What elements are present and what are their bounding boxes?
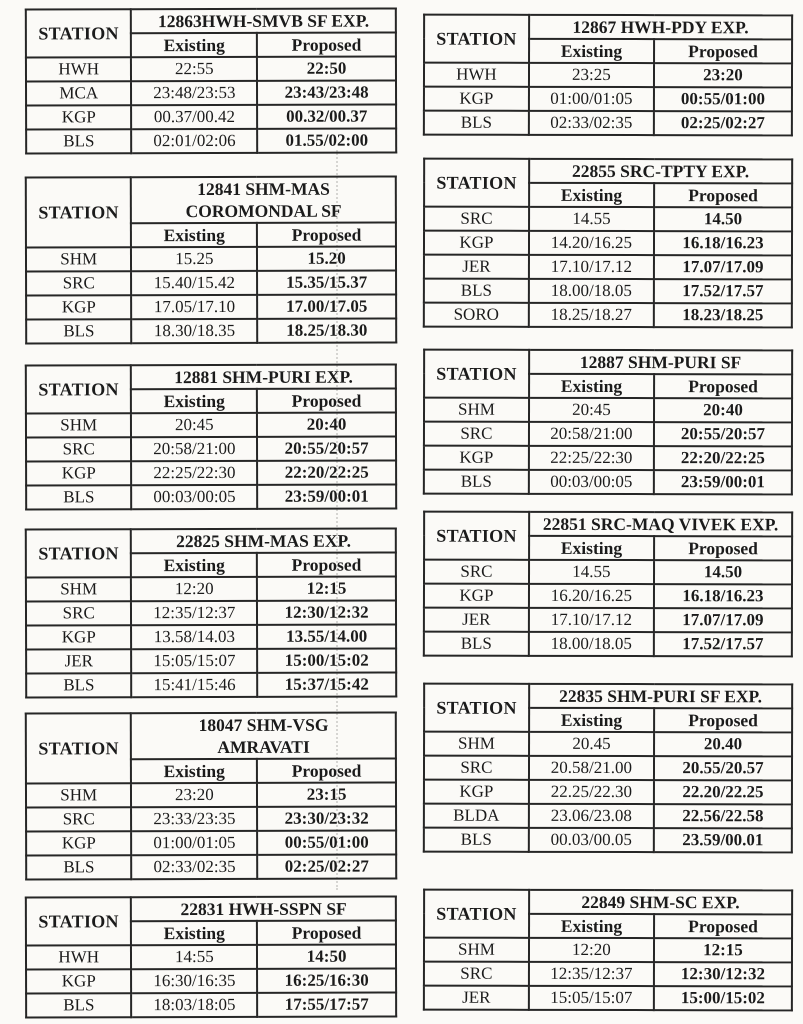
proposed-time: 17.00/17.05 (257, 295, 396, 319)
existing-column-header: Existing (529, 914, 654, 938)
proposed-column-header: Proposed (257, 921, 396, 945)
station-row (26, 81, 396, 106)
existing-time: 22:55 (131, 57, 257, 81)
station-row (424, 279, 792, 304)
station-column-header: STATION (26, 897, 132, 945)
station-row (424, 303, 792, 328)
station-code: BLS (26, 129, 131, 153)
train-timetable (423, 889, 793, 1012)
proposed-time: 23.59/00.01 (654, 828, 792, 852)
existing-time: 17.05/17.10 (132, 295, 258, 319)
existing-column-header: Existing (131, 223, 257, 247)
station-column-header: STATION (424, 890, 529, 938)
station-row (26, 993, 396, 1018)
station-code: BLS (424, 470, 529, 494)
train-title: 22855 SRC-TPTY EXP. (529, 159, 792, 184)
train-timetable (423, 511, 793, 658)
station-code: SHM (424, 938, 529, 962)
train-table-block (25, 364, 397, 511)
existing-time: 16.20/16.25 (529, 584, 654, 608)
station-row (424, 732, 792, 757)
station-row (424, 470, 792, 495)
existing-time: 18.25/18.27 (529, 303, 654, 327)
station-row (26, 969, 396, 994)
proposed-time: 12:30/12:32 (257, 601, 396, 625)
station-code: SHM (424, 398, 529, 422)
existing-time: 00.03/00.05 (529, 828, 654, 852)
proposed-column-header: Proposed (257, 759, 396, 783)
train-title: 22831 HWH-SSPN SF (131, 897, 396, 922)
station-code: KGP (424, 780, 529, 804)
station-code: SRC (424, 422, 529, 446)
station-code: BLS (26, 993, 131, 1017)
proposed-time: 22:50 (257, 57, 396, 81)
station-row (26, 807, 396, 832)
proposed-time: 23:59/00:01 (257, 485, 396, 509)
station-column-header: STATION (26, 177, 132, 247)
station-code: SRC (26, 271, 131, 295)
station-code: KGP (26, 625, 131, 649)
existing-time: 00:03/00:05 (529, 470, 654, 494)
proposed-column-header: Proposed (654, 536, 792, 560)
existing-time: 22:25/22:30 (529, 446, 654, 470)
train-title: 12863HWH-SMVB SF EXP. (131, 9, 396, 34)
title-row (424, 159, 792, 184)
existing-column-header: Existing (131, 921, 257, 945)
title-row (26, 897, 396, 922)
station-code: KGP (26, 461, 131, 485)
station-row (424, 231, 792, 256)
existing-time: 20.45 (529, 732, 654, 756)
station-column-header: STATION (424, 684, 529, 732)
existing-time: 17.10/17.12 (529, 608, 654, 632)
station-row (424, 986, 792, 1011)
station-row (424, 398, 792, 423)
station-row (26, 485, 396, 510)
proposed-time: 00:55/01:00 (654, 87, 792, 111)
proposed-time: 20.40 (654, 732, 792, 756)
station-row (26, 295, 396, 320)
station-row (424, 111, 792, 136)
proposed-time: 12:15 (654, 938, 792, 962)
title-row (424, 890, 792, 915)
proposed-column-header: Proposed (257, 223, 396, 247)
station-row (424, 63, 792, 88)
train-timetable (25, 896, 397, 1019)
station-code: SRC (26, 437, 131, 461)
existing-column-header: Existing (529, 708, 654, 732)
train-title: 22849 SHM-SC EXP. (529, 890, 792, 915)
station-row (26, 625, 396, 650)
existing-time: 02:33/02:35 (132, 855, 258, 879)
proposed-time: 14.50 (654, 207, 792, 231)
train-table-block (25, 8, 397, 155)
title-row (424, 350, 792, 375)
station-code: SRC (424, 560, 529, 584)
train-table-block (423, 683, 793, 854)
existing-time: 16:30/16:35 (131, 969, 257, 993)
proposed-time: 16.18/16.23 (654, 231, 792, 255)
proposed-time: 22:20/22:25 (257, 461, 396, 485)
train-title: 22825 SHM-MAS EXP. (131, 529, 396, 554)
proposed-time: 23:30/23:32 (257, 807, 396, 831)
existing-time: 23:25 (529, 63, 654, 87)
station-code: SHM (26, 783, 131, 807)
existing-time: 22:25/22:30 (132, 461, 258, 485)
existing-time: 14.20/16.25 (529, 231, 654, 255)
train-table-block (25, 528, 397, 699)
existing-time: 12:20 (131, 577, 257, 601)
existing-column-header: Existing (131, 553, 257, 577)
station-column-header: STATION (424, 15, 529, 63)
existing-column-header: Existing (131, 759, 257, 783)
existing-time: 14:55 (131, 945, 257, 969)
existing-time: 00:03/00:05 (132, 485, 258, 509)
station-code: SRC (424, 207, 529, 231)
train-timetable (25, 8, 397, 155)
existing-time: 15:05/15:07 (132, 649, 258, 673)
proposed-time: 22.20/22.25 (654, 780, 792, 804)
station-row (424, 560, 792, 585)
proposed-time: 23:15 (257, 783, 396, 807)
station-row (424, 938, 792, 963)
existing-time: 23:33/23:35 (131, 807, 257, 831)
existing-time: 20:58/21:00 (131, 437, 257, 461)
existing-time: 15.25 (131, 247, 257, 271)
title-row (26, 177, 396, 224)
proposed-time: 23:20 (654, 63, 792, 87)
station-code: BLS (26, 319, 131, 343)
existing-time: 02:01/02:06 (132, 129, 258, 153)
existing-time: 18.00/18.05 (529, 279, 654, 303)
station-code: HWH (424, 63, 529, 87)
station-code: BLS (424, 828, 529, 852)
existing-time: 15:05/15:07 (529, 986, 654, 1010)
station-code: KGP (424, 87, 529, 111)
title-row (424, 512, 792, 537)
station-code: SHM (26, 577, 131, 601)
existing-column-header: Existing (529, 183, 654, 207)
train-title: 22851 SRC-MAQ VIVEK EXP. (529, 512, 792, 537)
existing-column-header: Existing (529, 536, 654, 560)
train-title: 12881 SHM-PURI EXP. (131, 365, 396, 390)
station-code: JER (424, 986, 529, 1010)
proposed-time: 22.56/22.58 (654, 804, 792, 828)
proposed-column-header: Proposed (257, 33, 396, 57)
proposed-time: 17.07/17.09 (654, 255, 792, 279)
existing-time: 20:45 (131, 413, 257, 437)
title-row (26, 713, 396, 760)
station-row (26, 57, 396, 82)
station-row (424, 804, 792, 829)
station-row (26, 601, 396, 626)
station-row (424, 87, 792, 112)
station-code: KGP (26, 105, 131, 129)
existing-time: 20:45 (529, 398, 654, 422)
existing-time: 17.10/17.12 (529, 255, 654, 279)
train-table-block (423, 511, 793, 658)
proposed-time: 23:59/00:01 (654, 470, 792, 494)
station-column-header: STATION (424, 512, 529, 560)
proposed-time: 00.32/00.37 (257, 105, 396, 129)
station-row (26, 105, 396, 130)
existing-time: 18.00/18.05 (529, 632, 654, 656)
proposed-column-header: Proposed (257, 389, 396, 413)
existing-time: 18.30/18.35 (132, 319, 258, 343)
station-row (26, 271, 396, 296)
station-row (424, 207, 792, 232)
title-row (26, 9, 396, 34)
proposed-time: 20:40 (654, 398, 792, 422)
proposed-time: 17.52/17.57 (654, 279, 792, 303)
station-column-header: STATION (26, 713, 132, 783)
train-timetable (25, 712, 397, 881)
station-row (26, 461, 396, 486)
existing-time: 23:48/23:53 (131, 81, 257, 105)
station-code: SHM (424, 732, 529, 756)
station-code: BLS (424, 111, 529, 135)
station-row (424, 632, 792, 657)
proposed-time: 23:43/23:48 (257, 81, 396, 105)
station-code: KGP (424, 584, 529, 608)
proposed-column-header: Proposed (654, 183, 792, 207)
station-column-header: STATION (26, 529, 132, 577)
proposed-column-header: Proposed (654, 39, 792, 63)
train-table-block (423, 14, 793, 137)
existing-column-header: Existing (529, 374, 654, 398)
proposed-time: 13.55/14.00 (257, 625, 396, 649)
station-row (424, 584, 792, 609)
existing-time: 02:33/02:35 (529, 111, 654, 135)
station-row (424, 962, 792, 987)
station-column-header: STATION (26, 365, 132, 413)
existing-column-header: Existing (131, 33, 257, 57)
train-table-block (423, 889, 793, 1012)
train-title: 18047 SHM-VSG AMRAVATI (131, 713, 396, 760)
existing-time: 14.55 (529, 207, 654, 231)
title-row (424, 684, 792, 709)
station-code: KGP (424, 446, 529, 470)
existing-time: 15.40/15.42 (131, 271, 257, 295)
station-row (26, 129, 396, 154)
proposed-time: 17.52/17.57 (654, 632, 792, 656)
existing-time: 13.58/14.03 (131, 625, 257, 649)
existing-time: 01:00/01:05 (529, 87, 654, 111)
existing-time: 20.58/21.00 (529, 756, 654, 780)
station-row (424, 255, 792, 280)
proposed-time: 12:15 (257, 577, 396, 601)
proposed-time: 17.07/17.09 (654, 608, 792, 632)
train-timetable (25, 364, 397, 511)
proposed-column-header: Proposed (257, 553, 396, 577)
proposed-time: 00:55/01:00 (257, 831, 396, 855)
proposed-time: 18.25/18.30 (257, 319, 396, 343)
station-row (26, 413, 396, 438)
train-table-block (25, 896, 397, 1019)
station-code: JER (424, 255, 529, 279)
proposed-time: 12:30/12:32 (654, 962, 792, 986)
station-row (26, 437, 396, 462)
station-row (424, 608, 792, 633)
train-title: 12841 SHM-MAS COROMONDAL SF (131, 177, 396, 224)
train-timetable (423, 349, 793, 496)
column-left (25, 0, 397, 1018)
station-row (26, 649, 396, 674)
proposed-time: 15:00/15:02 (257, 649, 396, 673)
proposed-column-header: Proposed (654, 914, 792, 938)
station-row (424, 446, 792, 471)
station-code: HWH (26, 945, 131, 969)
proposed-time: 20:55/20:57 (257, 437, 396, 461)
proposed-time: 17:55/17:57 (257, 993, 396, 1017)
station-code: KGP (26, 295, 131, 319)
station-row (26, 783, 396, 808)
station-column-header: STATION (424, 350, 529, 398)
existing-time: 18:03/18:05 (132, 993, 258, 1017)
station-code: SRC (26, 601, 131, 625)
existing-time: 12:35/12:37 (131, 601, 257, 625)
train-table-block (423, 349, 793, 496)
proposed-time: 20:40 (257, 413, 396, 437)
station-row (26, 577, 396, 602)
proposed-time: 16:25/16:30 (257, 969, 396, 993)
existing-time: 15:41/15:46 (132, 673, 258, 697)
existing-column-header: Existing (529, 39, 654, 63)
proposed-time: 14:50 (257, 945, 396, 969)
proposed-time: 15:37/15:42 (257, 673, 396, 697)
train-title: 22835 SHM-PURI SF EXP. (529, 684, 792, 709)
proposed-time: 14.50 (654, 560, 792, 584)
station-code: BLS (26, 855, 131, 879)
title-row (424, 15, 792, 40)
existing-time: 20:58/21:00 (529, 422, 654, 446)
proposed-time: 01.55/02:00 (257, 129, 396, 153)
proposed-time: 18.23/18.25 (654, 303, 792, 327)
station-row (26, 673, 396, 698)
train-timetable (25, 176, 397, 345)
proposed-time: 15.20 (257, 247, 396, 271)
train-table-block (25, 176, 397, 345)
station-row (424, 828, 792, 853)
proposed-time: 20.55/20.57 (654, 756, 792, 780)
train-timetable (423, 158, 793, 329)
title-row (26, 529, 396, 554)
existing-time: 01:00/01:05 (132, 831, 258, 855)
station-row (26, 831, 396, 856)
station-code: BLS (424, 279, 529, 303)
station-row (26, 247, 396, 272)
existing-column-header: Existing (131, 389, 257, 413)
train-timetable (423, 683, 793, 854)
station-code: SHM (26, 413, 131, 437)
proposed-time: 22:20/22:25 (654, 446, 792, 470)
proposed-column-header: Proposed (654, 708, 792, 732)
existing-time: 12:20 (529, 938, 654, 962)
existing-time: 23:20 (131, 783, 257, 807)
station-column-header: STATION (424, 159, 529, 207)
station-code: SRC (424, 756, 529, 780)
existing-time: 14.55 (529, 560, 654, 584)
station-column-header: STATION (26, 9, 132, 57)
existing-time: 22.25/22.30 (529, 780, 654, 804)
train-timetable (25, 528, 397, 699)
existing-time: 00.37/00.42 (132, 105, 258, 129)
station-code: BLS (26, 673, 131, 697)
proposed-time: 16.18/16.23 (654, 584, 792, 608)
station-code: MCA (26, 81, 131, 105)
column-right (423, 0, 793, 1011)
station-code: BLS (26, 485, 131, 509)
proposed-time: 15:00/15:02 (654, 986, 792, 1010)
station-code: KGP (424, 231, 529, 255)
existing-time: 12:35/12:37 (529, 962, 654, 986)
train-timetable (423, 14, 793, 137)
station-code: JER (424, 608, 529, 632)
proposed-time: 15.35/15.37 (257, 271, 396, 295)
train-title: 12887 SHM-PURI SF (529, 350, 792, 375)
existing-time: 23.06/23.08 (529, 804, 654, 828)
station-code: BLDA (424, 804, 529, 828)
station-row (424, 756, 792, 781)
station-code: SRC (26, 807, 131, 831)
station-row (424, 780, 792, 805)
station-row (26, 855, 396, 880)
train-title: 12867 HWH-PDY EXP. (529, 15, 792, 40)
station-row (26, 319, 396, 344)
station-code: KGP (26, 969, 131, 993)
station-code: JER (26, 649, 131, 673)
station-row (424, 422, 792, 447)
station-code: KGP (26, 831, 131, 855)
proposed-time: 02:25/02:27 (257, 855, 396, 879)
proposed-time: 20:55/20:57 (654, 422, 792, 446)
proposed-column-header: Proposed (654, 374, 792, 398)
train-table-block (25, 712, 397, 881)
station-code: SORO (424, 303, 529, 327)
station-row (26, 945, 396, 970)
station-code: HWH (26, 57, 131, 81)
title-row (26, 365, 396, 390)
station-code: SRC (424, 962, 529, 986)
train-table-block (423, 158, 793, 329)
station-code: BLS (424, 632, 529, 656)
proposed-time: 02:25/02:27 (654, 111, 792, 135)
station-code: SHM (26, 247, 131, 271)
